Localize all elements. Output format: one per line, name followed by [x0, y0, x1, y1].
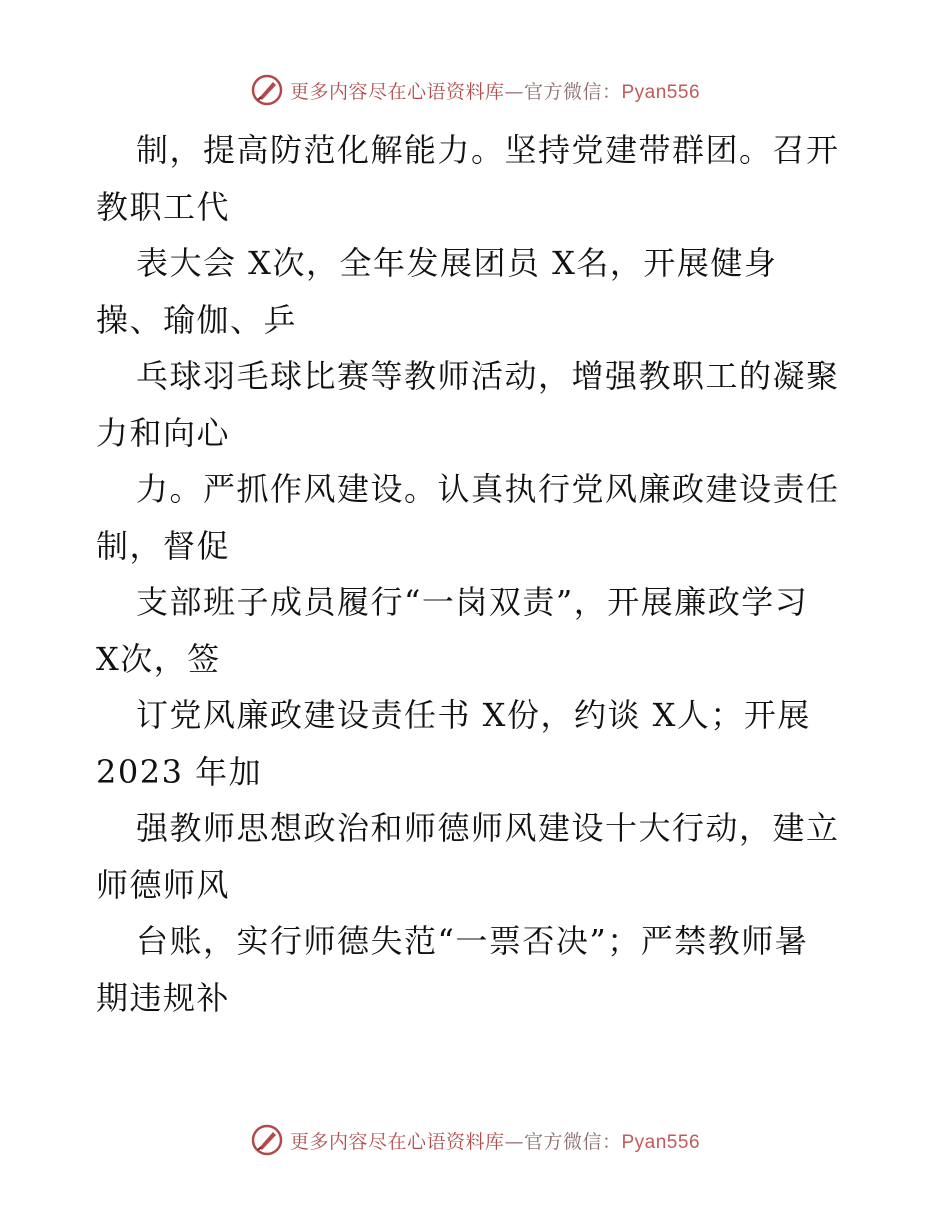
body-line: 强教师思想政治和师德师风建设十大行动，建立 [136, 809, 840, 847]
body-line: 制，督促 [96, 526, 231, 565]
body-line: 力和向心 [96, 413, 231, 452]
body-line: 操、瑜伽、乒 [96, 300, 298, 339]
body-line: 教职工代 [96, 187, 231, 226]
quill-seal-icon [250, 73, 284, 107]
body-line: 力。严抓作风建设。认真执行党风廉政建设责任 [136, 470, 840, 508]
banner-brand: 更多内容尽在心语资料库 [289, 1130, 505, 1153]
footer-banner [0, 1120, 950, 1160]
body-line: 支部班子成员履行“一岗双责”，开展廉政学习 [136, 583, 809, 621]
banner-separator: — [504, 1130, 524, 1153]
header-banner [0, 70, 950, 110]
body-line: 师德师风 [96, 865, 231, 904]
quill-seal-icon [250, 1123, 284, 1157]
banner-wechat-label: 官方微信： [523, 1130, 622, 1153]
banner-separator: — [504, 80, 524, 103]
banner-wechat-label: 官方微信： [523, 80, 622, 103]
document-body [96, 122, 856, 1026]
body-line: 期违规补 [96, 978, 231, 1017]
body-line: 2023 年加 [96, 752, 263, 791]
body-line: 表大会 X次，全年发展团员 X名，开展健身 [136, 244, 778, 282]
body-line: 台账，实行师德失范“一票否决”；严禁教师暑 [136, 922, 809, 960]
banner-wechat-id: Pyan556 [621, 1131, 701, 1153]
banner-text [290, 1127, 700, 1154]
banner-text [290, 77, 700, 104]
banner-wechat-id: Pyan556 [621, 81, 701, 103]
body-line: 制，提高防范化解能力。坚持党建带群团。召开 [136, 131, 840, 169]
body-line: 乓球羽毛球比赛等教师活动，增强教职工的凝聚 [136, 357, 840, 395]
banner-brand: 更多内容尽在心语资料库 [289, 80, 505, 103]
body-line: 订党风廉政建设责任书 X份，约谈 X人；开展 [136, 696, 811, 734]
body-line: X次，签 [96, 639, 221, 678]
